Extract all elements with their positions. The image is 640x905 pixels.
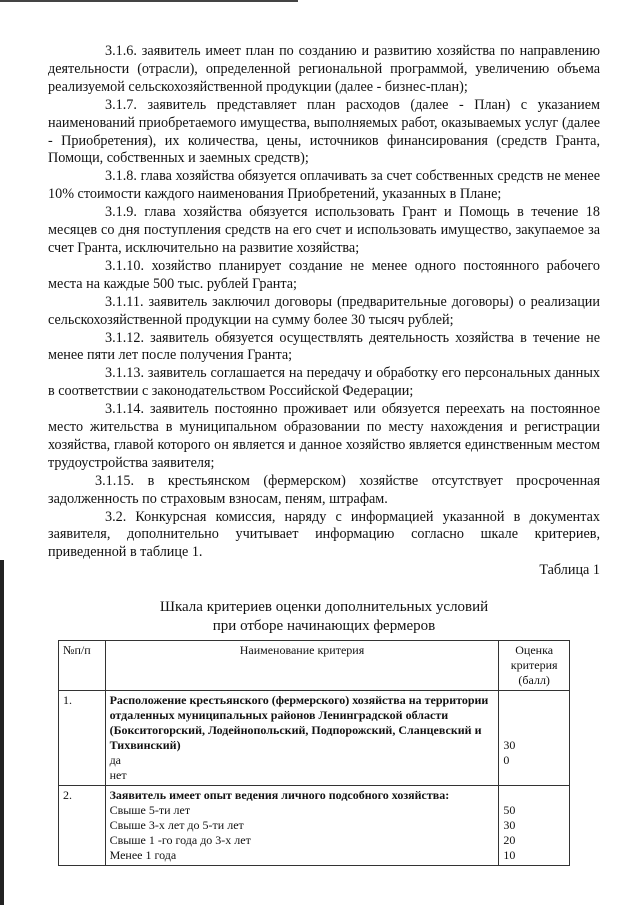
row-2-option-2: Свыше 3-х лет до 5-ти лет — [109, 818, 244, 832]
table-row — [59, 786, 570, 866]
paragraph-3-1-15: 3.1.15. в крестьянском (фермерском) хозяйстве отсутствует просроченная задолженность по страховым взносам, пеням, штрафам. — [48, 472, 600, 507]
row-2-score-1: 50 — [503, 803, 516, 817]
paragraph-3-1-14: 3.1.14. заявитель постоянно проживает или обязуется переехать на постоянное место жительства в муниципальном образовании по месту нахождения и регистрации хозяйства, главой которого он является и данное хозяйство является единственным местом трудоустройства заявителя; — [48, 401, 600, 471]
header-score: Оценка критерия (балл) — [499, 641, 570, 691]
header-num: №п/п — [59, 641, 106, 691]
table-title-line-1: Шкала критериев оценки дополнительных условий — [159, 599, 489, 616]
paragraph-3-1-10: 3.1.10. хозяйство планирует создание не менее одного постоянного рабочего места на каждые 500 тыс. рублей Гранта; — [48, 257, 600, 292]
document-body — [48, 43, 600, 636]
paragraph-3-2: 3.2. Конкурсная комиссия, наряду с информацией указанной в документах заявителя, дополнительно учитывает информацию согласно шкале критериев, приведенной в таблице 1. — [48, 508, 600, 561]
row-1-option-yes: да — [109, 753, 122, 767]
paragraph-3-1-7: 3.1.7. заявитель представляет план расходов (далее - План) с указанием наименований приобретаемого имущества, выполняемых работ, оказываемых услуг (далее - Приобретения), их количества, цены, источников финансирования (средств Гранта, Помощи, собственных и заемных средств); — [48, 96, 600, 167]
row-2-scores — [499, 786, 570, 866]
table-row — [59, 691, 570, 786]
criteria-table — [58, 640, 570, 866]
scan-edge-shadow — [0, 560, 4, 905]
table-caption: Таблица 1 — [539, 562, 600, 579]
row-2-title: Заявитель имеет опыт ведения личного подсобного хозяйства: — [109, 788, 450, 802]
row-1-name — [105, 691, 499, 786]
row-2-score-spacer — [503, 788, 565, 803]
row-1-title: Расположение крестьянского (фермерского) хозяйства на территории отдаленных муниципальных районов Ленинградской области (Бокситогорский, Лодейнопольский, Подпорожский, Сланцевский и Тихвинский) — [109, 693, 489, 752]
row-2-score-4: 10 — [503, 848, 516, 862]
row-2-name — [105, 786, 499, 866]
row-2-num: 2. — [59, 786, 106, 866]
paragraph-3-1-9: 3.1.9. глава хозяйства обязуется использовать Грант и Помощь в течение 18 месяцев со дня поступления средств на его счет и использовать имущество, закупаемое за счет Гранта, исключительно на развитие хозяйства; — [48, 204, 600, 256]
row-1-score-spacer — [503, 693, 565, 738]
row-1-option-no: нет — [109, 768, 127, 782]
paragraph-3-1-12: 3.1.12. заявитель обязуется осуществлять деятельность хозяйства в течение не менее пяти лет после получения Гранта; — [48, 329, 600, 364]
header-name: Наименование критерия — [105, 641, 499, 691]
top-rule-line — [0, 0, 298, 2]
row-1-num: 1. — [59, 691, 106, 786]
row-2-option-4: Менее 1 года — [109, 848, 177, 862]
paragraph-3-1-13: 3.1.13. заявитель соглашается на передачу и обработку его персональных данных в соответствии с законодательством Российской Федерации; — [48, 365, 600, 400]
row-2-option-3: Свыше 1 -го года до 3-х лет — [109, 833, 251, 847]
row-2-score-2: 30 — [503, 818, 516, 832]
paragraph-3-1-11: 3.1.11. заявитель заключил договоры (предварительные договоры) о реализации сельскохозяйственной продукции на сумму более 30 тысяч рублей; — [48, 293, 600, 328]
paragraph-3-1-6: 3.1.6. заявитель имеет план по созданию и развитию хозяйства по направлению деятельности (отрасли), определенной региональной программой, увеличению объема реализуемой сельскохозяйственной продукции (далее - бизнес-план); — [48, 43, 600, 95]
row-1-score-no: 0 — [503, 753, 510, 767]
row-2-option-1: Свыше 5-ти лет — [109, 803, 191, 817]
row-2-score-3: 20 — [503, 833, 516, 847]
table-title — [48, 598, 600, 636]
row-1-score-yes: 30 — [503, 738, 516, 752]
table-title-line-2: при отборе начинающих фермеров — [212, 618, 436, 635]
paragraph-3-1-8: 3.1.8. глава хозяйства обязуется оплачивать за счет собственных средств не менее 10% стоимости каждого наименования Приобретений, указанных в Плане; — [48, 168, 600, 203]
table-header-row — [59, 641, 570, 691]
row-1-scores — [499, 691, 570, 786]
